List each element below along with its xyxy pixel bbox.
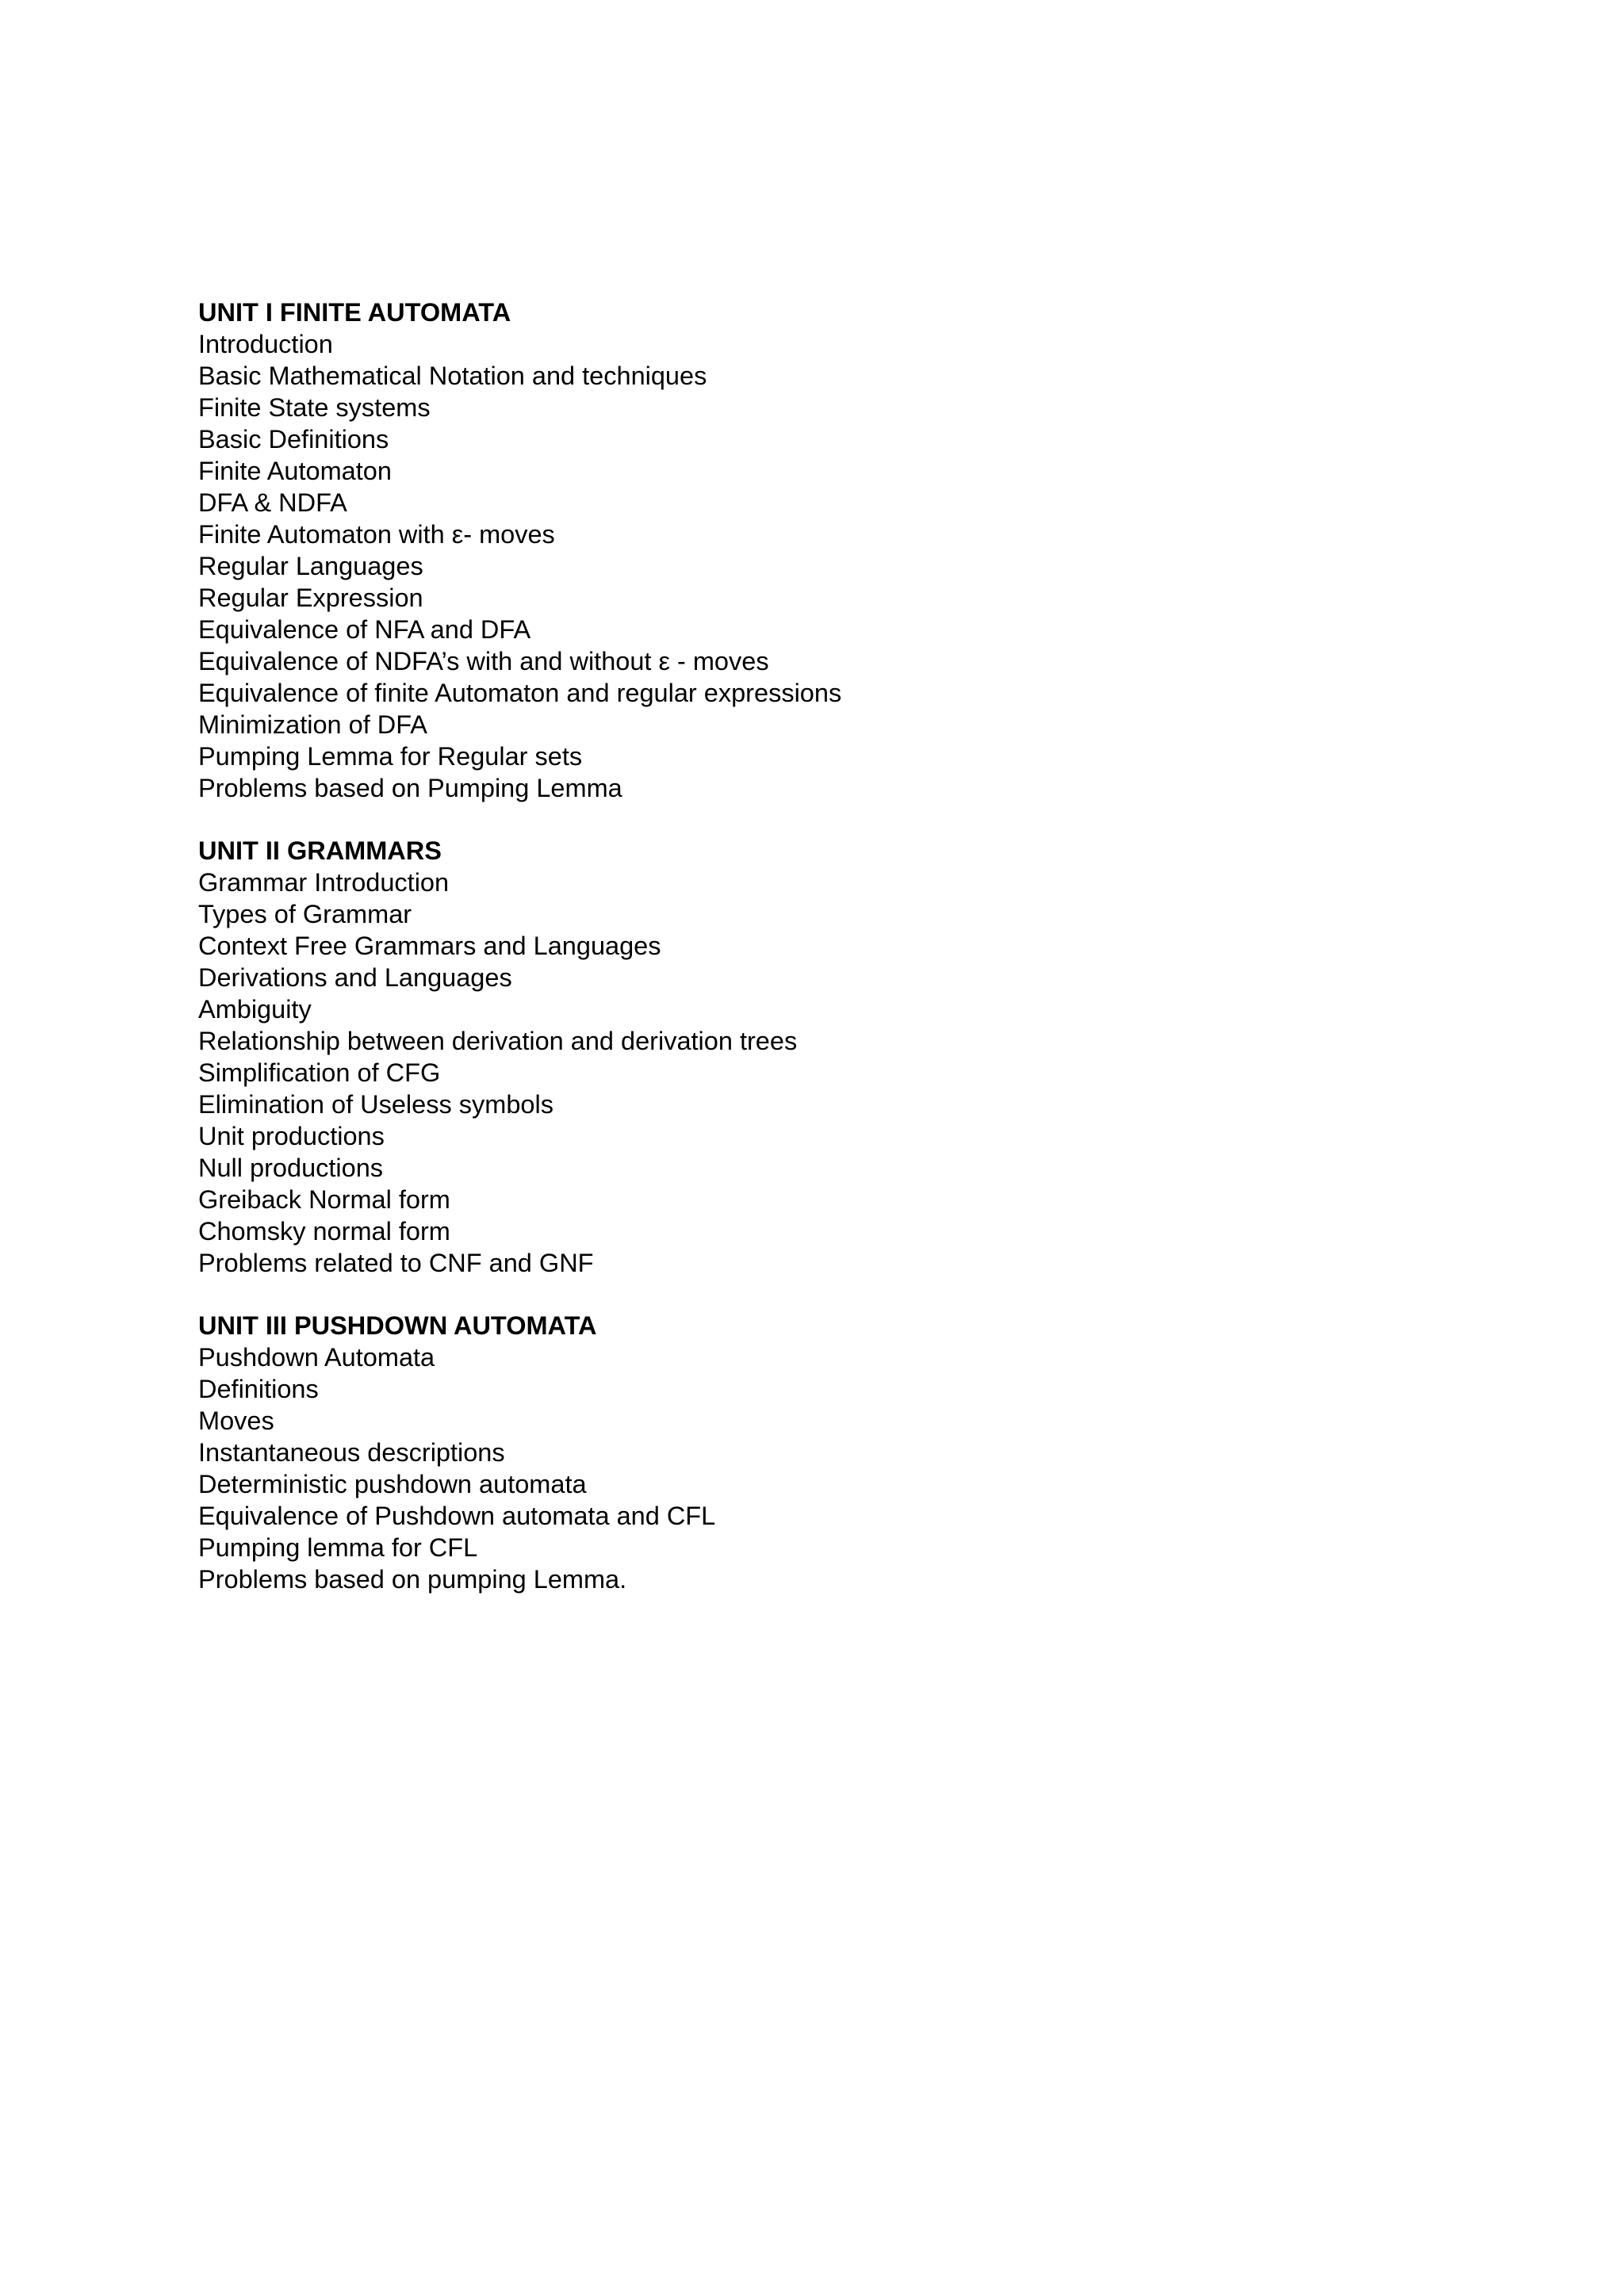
topic-item: Definitions <box>198 1375 319 1403</box>
topic-list <box>198 328 1546 804</box>
topic-item: Problems based on pumping Lemma. <box>198 1565 627 1594</box>
topic-item: Basic Definitions <box>198 425 389 453</box>
syllabus-content <box>198 297 1546 1595</box>
topic-item: Finite State systems <box>198 393 431 422</box>
topic-item: Problems related to CNF and GNF <box>198 1249 594 1277</box>
unit-1-section <box>198 297 1546 804</box>
topic-item: Problems based on Pumping Lemma <box>198 774 622 802</box>
topic-item: Equivalence of finite Automaton and regular expressions <box>198 679 842 707</box>
topic-item: Moves <box>198 1406 274 1435</box>
topic-item: Greiback Normal form <box>198 1185 450 1214</box>
topic-item: Regular Languages <box>198 552 423 580</box>
topic-item: Deterministic pushdown automata <box>198 1470 587 1498</box>
topic-item: Simplification of CFG <box>198 1058 441 1087</box>
topic-item: Pushdown Automata <box>198 1343 435 1372</box>
topic-item: Grammar Introduction <box>198 868 450 897</box>
topic-list <box>198 867 1546 1279</box>
topic-item: Context Free Grammars and Languages <box>198 932 661 960</box>
topic-list <box>198 1341 1546 1595</box>
topic-item: Null productions <box>198 1154 384 1182</box>
topic-item: Derivations and Languages <box>198 963 512 992</box>
topic-item: Equivalence of NFA and DFA <box>198 615 531 644</box>
topic-item: Types of Grammar <box>198 900 412 928</box>
topic-item: Unit productions <box>198 1122 385 1150</box>
unit-heading: UNIT II GRAMMARS <box>198 836 442 865</box>
topic-item: Introduction <box>198 330 333 358</box>
topic-item: Pumping lemma for CFL <box>198 1533 478 1562</box>
topic-item: DFA & NDFA <box>198 488 347 517</box>
topic-item: Chomsky normal form <box>198 1217 450 1246</box>
topic-item: Instantaneous descriptions <box>198 1438 505 1467</box>
unit-heading: UNIT III PUSHDOWN AUTOMATA <box>198 1311 597 1340</box>
topic-item: Equivalence of NDFA’s with and without ε - moves <box>198 647 769 675</box>
unit-2-section <box>198 835 1546 1279</box>
unit-3-section <box>198 1310 1546 1595</box>
unit-heading: UNIT I FINITE AUTOMATA <box>198 298 511 327</box>
topic-item: Regular Expression <box>198 584 423 612</box>
topic-item: Relationship between derivation and derivation trees <box>198 1027 798 1055</box>
topic-item: Ambiguity <box>198 995 312 1024</box>
topic-item: Minimization of DFA <box>198 710 427 739</box>
topic-item: Finite Automaton <box>198 457 392 485</box>
topic-item: Pumping Lemma for Regular sets <box>198 742 583 771</box>
topic-item: Equivalence of Pushdown automata and CFL <box>198 1502 716 1530</box>
topic-item: Finite Automaton with ε- moves <box>198 520 555 549</box>
topic-item: Elimination of Useless symbols <box>198 1090 553 1119</box>
topic-item: Basic Mathematical Notation and techniques <box>198 362 707 390</box>
